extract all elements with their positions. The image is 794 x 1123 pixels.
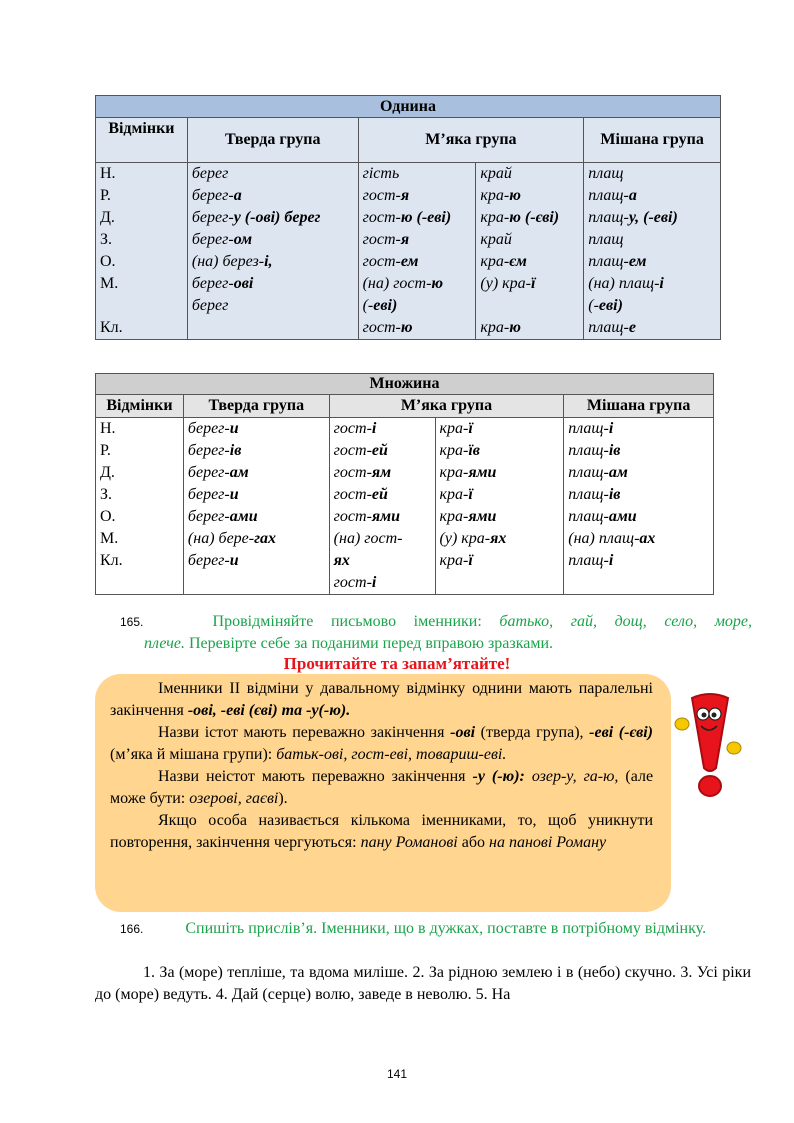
soft-group-column-2: кра-ї кра-їв кра-ями кра-ї кра-ями (у) кра-ях кра-ї — [435, 418, 564, 595]
col-header-mixed: Мішана група — [564, 395, 714, 418]
exercise-words: батько, гай, дощ, село, море, — [499, 613, 753, 630]
col-header-hard: Тверда група — [183, 395, 329, 418]
cases-column: Н. Р. Д. З. О. М. Кл. — [96, 163, 188, 340]
exercise-lead: Провідміняйте письмово іменники: — [212, 613, 482, 630]
exercise-number: 166. — [120, 922, 144, 936]
exercise-166 — [120, 918, 752, 940]
singular-table-title: Однина — [96, 96, 721, 118]
col-header-cases: Відмінки — [96, 395, 184, 418]
col-header-soft: М’яка група — [358, 118, 584, 163]
rule-heading: Прочитайте та запам’ятайте! — [283, 654, 511, 673]
col-header-cases: Відмінки — [96, 118, 188, 163]
exercise-number: 165. — [120, 615, 144, 629]
exercise-165 — [120, 611, 752, 655]
col-header-soft: М’яка група — [329, 395, 564, 418]
exclamation-mascot-icon — [672, 692, 746, 804]
hard-group-column: берег-и берег-ів берег-ам берег-и берег-ами (на) бере-гах берег-и — [183, 418, 329, 595]
hard-group-column: берег берег-а берег-у (-ові) берег берег-ом (на) берез-і, берег-ові берег — [187, 163, 358, 340]
mixed-group-column: плащ-і плащ-ів плащ-ам плащ-ів плащ-ами (на) плащ-ах плащ-і — [564, 418, 714, 595]
page-number: 141 — [386, 1067, 408, 1081]
soft-group-column-1: гість гост-я гост-ю (-еві) гост-я гост-ем (на) гост-ю (-еві) гост-ю — [358, 163, 476, 340]
exercise-tail: Перевірте себе за поданими перед вправою зразками. — [189, 635, 554, 652]
plural-table-title: Множина — [96, 374, 714, 395]
exercise-instruction: Спишіть прислів’я. Іменники, що в дужках, поставте в потрібному відмінку. — [185, 920, 707, 937]
soft-group-column-1: гост-і гост-ей гост-ям гост-ей гост-ями (на) гост- ях гост-і — [329, 418, 435, 595]
proverbs-text: 1. За (море) тепліше, та вдома миліше. 2. За рідною землею і в (небо) скучно. 3. Усі ріки до (море) ведуть. 4. Дай (серце) волю, заведе в неволю. 5. На — [95, 964, 751, 1003]
col-header-hard: Тверда група — [187, 118, 358, 163]
plural-declension-table — [95, 373, 714, 595]
exercise-words-cont: плече. — [144, 635, 185, 652]
rule-text: Іменники ІІ відміни у давальному відмінку однини мають паралельні закінчення -ові, -еві (єві) та -у(-ю). Назви істот мають переважно закінчення -ові (тверда група), -еві (-єві) (м’яка й мішана групи): батьк-ові, гост-еві, товариш-еві. Назви неістот мають переважно закінчення -у (-ю): озер-у, га-ю, (але може бути: озерові, гаєві). Якщо особа називається кількома іменниками, то, щоб уникнути повторення, закінчення чергуються: пану Романові або на панові Роману — [110, 680, 654, 851]
soft-group-column-2: край кра-ю кра-ю (-єві) край кра-єм (у) кра-ї кра-ю — [476, 163, 584, 340]
col-header-mixed: Мішана група — [584, 118, 721, 163]
singular-declension-table — [95, 95, 721, 340]
cases-column: Н. Р. Д. З. О. М. Кл. — [96, 418, 184, 595]
mixed-group-column: плащ плащ-а плащ-у, (-еві) плащ плащ-ем (на) плащ-і (-еві) плащ-е — [584, 163, 721, 340]
